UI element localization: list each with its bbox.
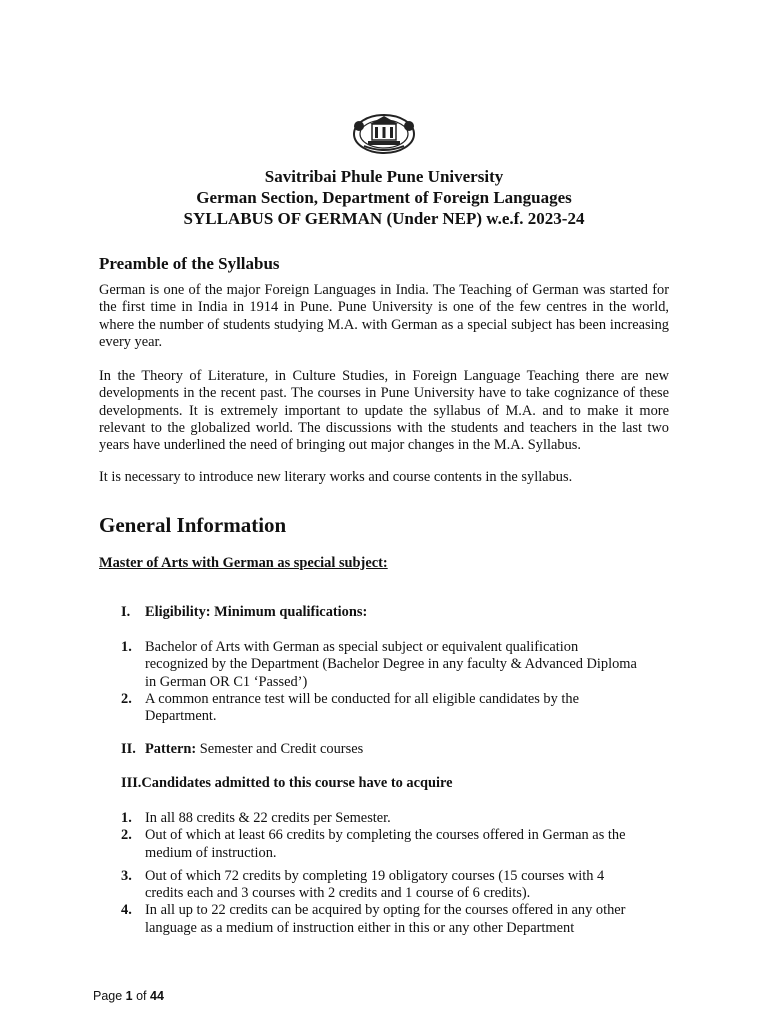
general-information-heading: General Information bbox=[99, 513, 287, 537]
of-label: of bbox=[132, 989, 150, 1003]
section-label: Eligibility: Minimum qualifications: bbox=[145, 604, 368, 620]
page-label: Page bbox=[93, 989, 126, 1003]
section-eligibility bbox=[121, 604, 367, 621]
university-seal-icon bbox=[350, 108, 418, 156]
list-item: 2. A common entrance test will be conducted for all eligible candidates by the Department. bbox=[121, 690, 579, 725]
programme-subtitle: Master of Arts with German as special subject: bbox=[99, 555, 388, 571]
preamble-paragraph-1: German is one of the major Foreign Languages in India. The Teaching of German was started for the first time in India in 1914 in Pune. Pune University is one of the few centres in the world, where the number of students studying M.A. with German as a special subject has been increasing every year. bbox=[99, 282, 669, 350]
section-numeral: II. bbox=[121, 741, 136, 757]
list-item: 3. Out of which 72 credits by completing 19 obligatory courses (15 courses with 4 credits each and 3 courses with 2 credits and 1 course of 6 credits). bbox=[121, 867, 605, 902]
section-pattern bbox=[121, 741, 363, 758]
preamble-paragraph-2: In the Theory of Literature, in Culture Studies, in Foreign Language Teaching there are new developments in the recent past. The courses in Pune University have to take cognizance of these developments. It is extremely important to update the syllabus of M.A. and to make it more relevant to the globalized world. The discussions with the students and teachers in the last two years have underlined the need of bringing out major changes in the M.A. Syllabus. bbox=[99, 368, 669, 454]
university-name: Savitribai Phule Pune University bbox=[264, 167, 504, 186]
section-label: Pattern: bbox=[145, 741, 197, 757]
section-numeral: I. bbox=[121, 604, 131, 620]
eligibility-list bbox=[121, 639, 641, 725]
credits-list bbox=[121, 810, 641, 937]
page-number: 1 bbox=[125, 989, 133, 1003]
preamble-heading: Preamble of the Syllabus bbox=[99, 254, 280, 273]
list-item: 2. Out of which at least 66 credits by completing the courses offered in German as the medium of instruction. bbox=[121, 827, 626, 861]
total-pages: 44 bbox=[150, 989, 164, 1003]
preamble-paragraph-3: It is necessary to introduce new literary works and course contents in the syllabus. bbox=[99, 469, 573, 485]
syllabus-title: SYLLABUS OF GERMAN (Under NEP) w.e.f. 2023-24 bbox=[183, 209, 585, 228]
section-credits bbox=[121, 775, 453, 792]
document-header bbox=[0, 166, 768, 229]
list-item: 4. In all up to 22 credits can be acquired by opting for the courses offered in any other language as a medium of instruction either in this or any other Department bbox=[121, 902, 626, 936]
department-name: German Section, Department of Foreign Languages bbox=[196, 188, 572, 207]
section-label: Candidates admitted to this course have to acquire bbox=[141, 775, 453, 791]
list-item: 1. Bachelor of Arts with German as special subject or equivalent qualification recognized by the Department (Bachelor Degree in any faculty & Advanced Diploma in German OR C1 ‘Passed’) bbox=[121, 639, 637, 690]
page-footer bbox=[93, 989, 164, 1003]
section-numeral: III. bbox=[121, 775, 142, 791]
list-item: 1. In all 88 credits & 22 credits per Semester. bbox=[121, 810, 391, 826]
section-value: Semester and Credit courses bbox=[196, 741, 364, 757]
